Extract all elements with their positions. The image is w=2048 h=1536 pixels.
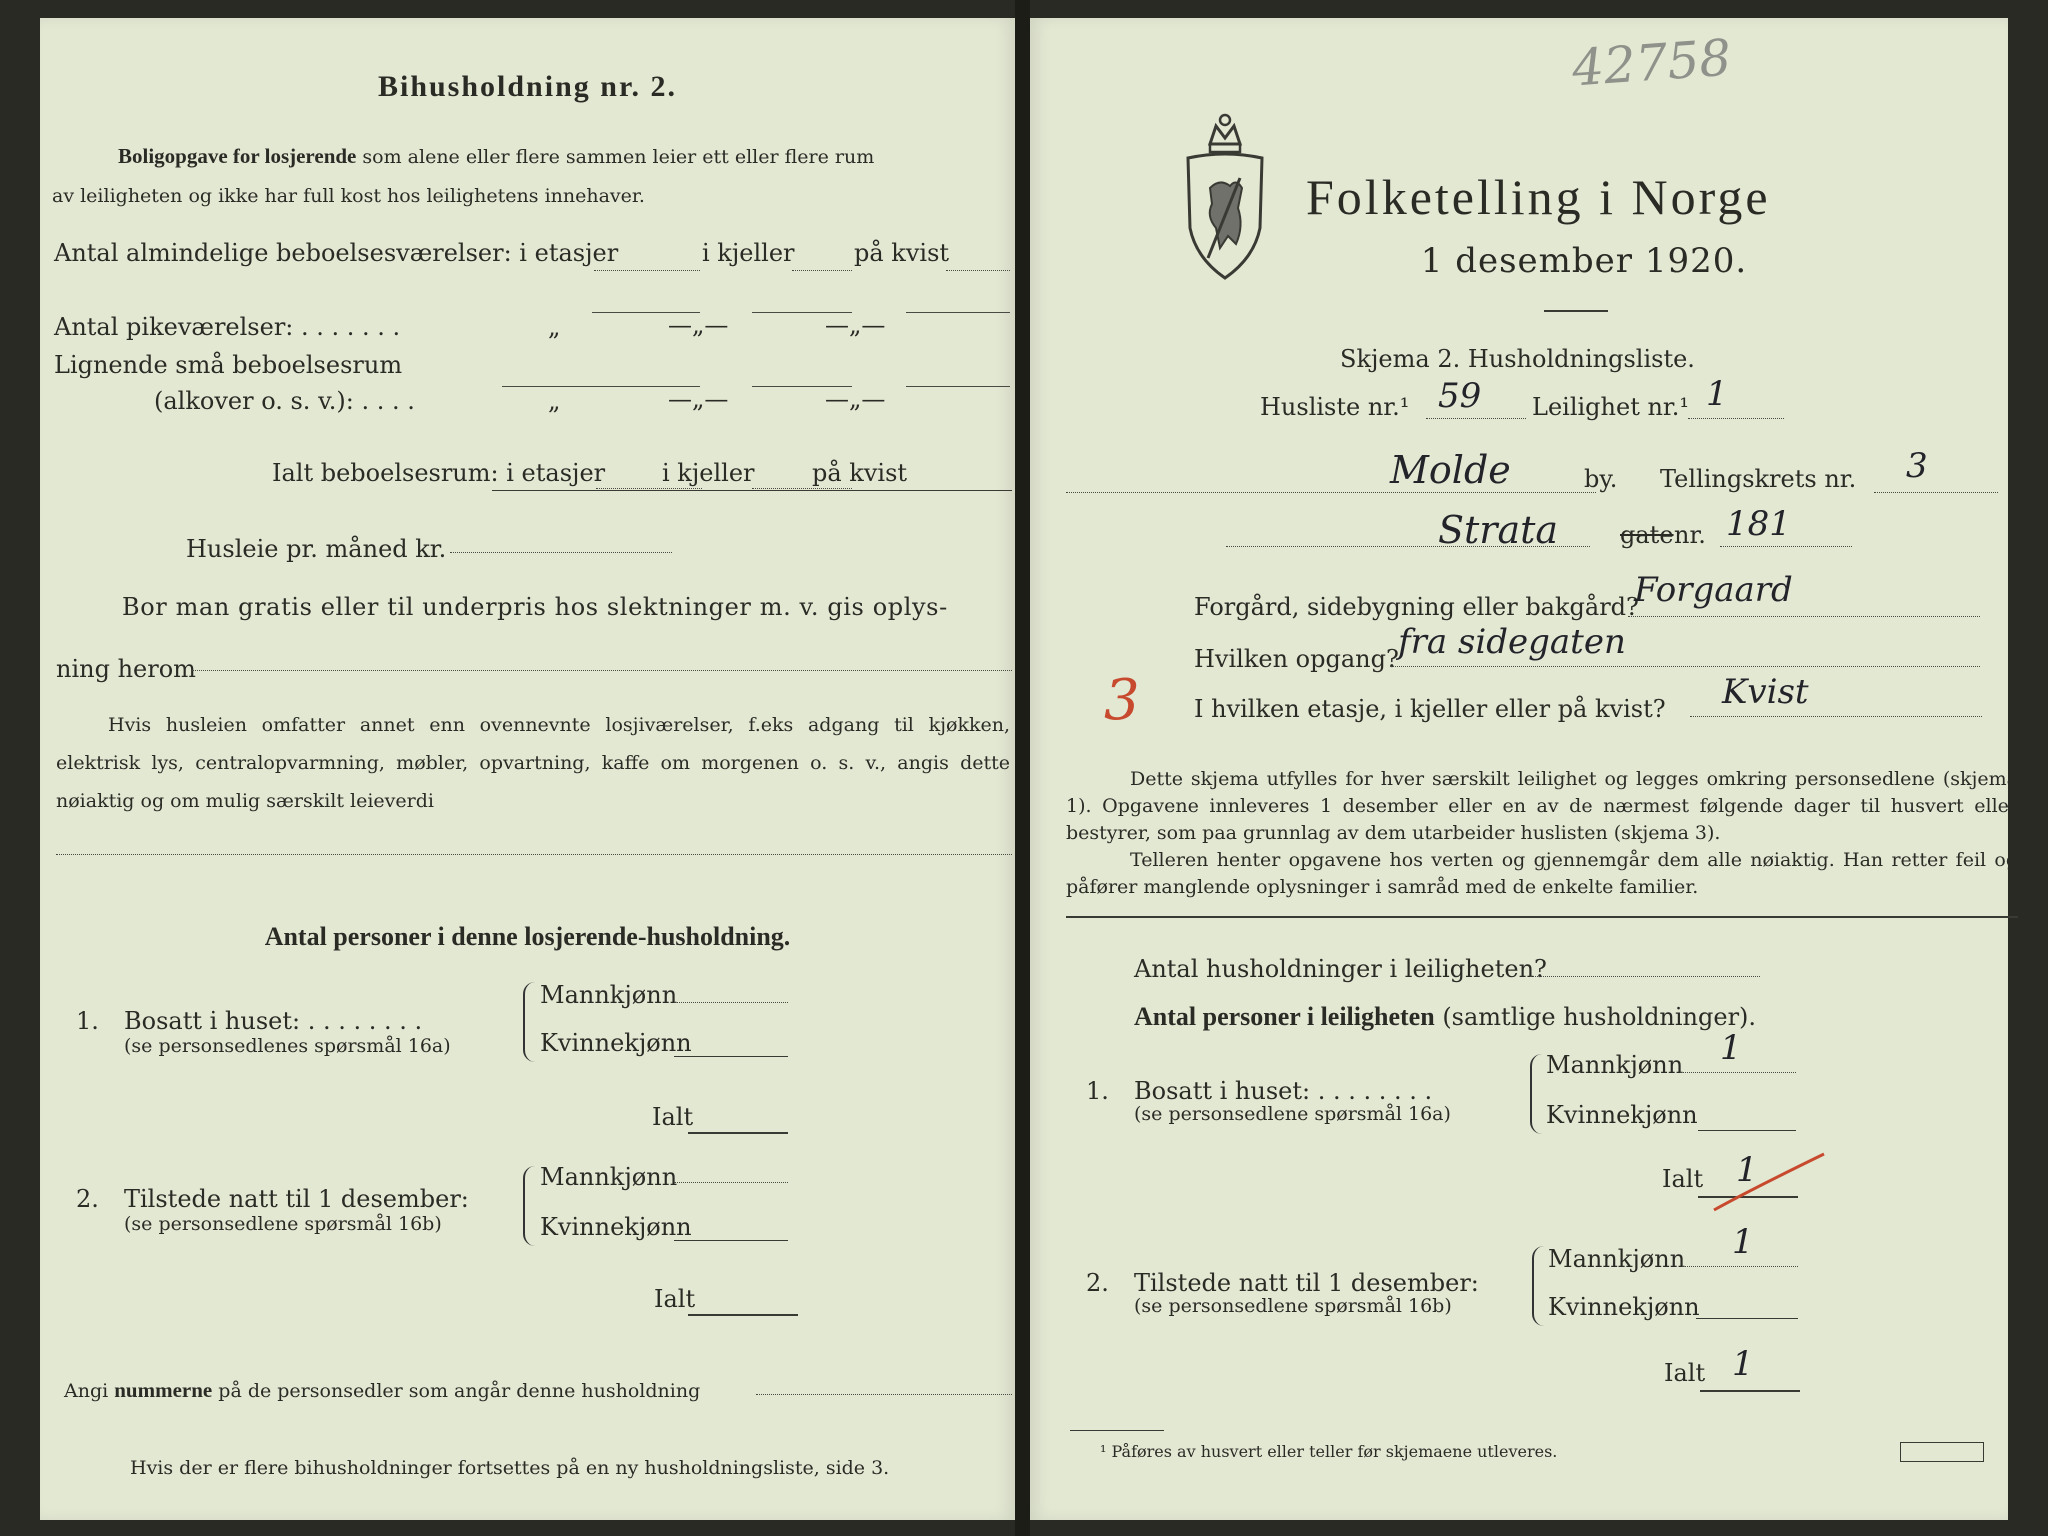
right-q2-female-field[interactable] [1696, 1318, 1798, 1319]
right-q1-total-value[interactable]: 1 [1736, 1150, 1758, 1190]
left-q1-total-label: Ialt [652, 1103, 694, 1131]
house-list-field[interactable] [1426, 418, 1526, 419]
maid-ditto-2: —„— [668, 311, 729, 339]
right-q2-total-value[interactable]: 1 [1732, 1344, 1754, 1384]
similar-rooms-label-1: Lignende små beboelsesrum [54, 351, 403, 379]
margin-mark: 3 [1104, 668, 1140, 733]
apartment-label: Leilighet nr.¹ [1532, 393, 1690, 421]
numbers-field[interactable] [756, 1394, 1012, 1395]
rooms-attic: på kvist [854, 239, 950, 267]
free-field[interactable] [192, 670, 1012, 671]
rooms-label: Antal almindelige beboelsesværelser: i etasjer [54, 239, 619, 267]
right-q1-male-label: Mannkjønn [1546, 1051, 1684, 1079]
title-divider [1544, 310, 1608, 312]
town-label: by. [1584, 465, 1618, 493]
apartment-field[interactable] [1688, 418, 1784, 419]
left-q1-male-label: Mannkjønn [540, 981, 678, 1009]
right-q2-total-field[interactable] [1700, 1390, 1800, 1392]
total-basement: i kjeller [662, 459, 755, 487]
right-q2-num: 2. [1086, 1269, 1109, 1297]
total-rooms-label: Ialt beboelsesrum: i etasjer [272, 459, 606, 487]
total-floor-field[interactable] [596, 488, 702, 489]
left-q1-num: 1. [76, 1007, 99, 1035]
left-q1-label: Bosatt i huset: . . . . . . . . [124, 1007, 423, 1035]
right-q2-male-value[interactable]: 1 [1732, 1222, 1754, 1262]
left-q1-total-field[interactable] [688, 1132, 788, 1134]
coat-of-arms-icon [1180, 108, 1270, 288]
house-list-label: Husliste nr.¹ [1260, 393, 1410, 421]
house-list-value[interactable]: 59 [1438, 376, 1482, 416]
rooms-basement-field[interactable] [792, 270, 852, 271]
more-households-note: Hvis der er flere bihusholdninger fortsettes på en ny husholdningsliste, side 3. [130, 1457, 890, 1479]
right-q1-sub: (se personsedlene spørsmål 16a) [1134, 1103, 1451, 1125]
book-gutter [1015, 0, 1030, 1536]
red-check-mark-icon [1710, 1150, 1830, 1220]
left-q2-female-field[interactable] [674, 1240, 788, 1241]
left-q2-male-field[interactable] [674, 1182, 788, 1183]
similar-ditto-3: —„— [825, 385, 886, 413]
left-q2-num: 2. [76, 1185, 99, 1213]
rent-note-field[interactable] [56, 854, 1012, 855]
town-value[interactable]: Molde [1390, 448, 1511, 492]
front-label: Forgård, sidebygning eller bakgård? [1194, 593, 1639, 621]
right-q2-sub: (se personsedlene spørsmål 16b) [1134, 1295, 1452, 1317]
rent-label: Husleie pr. måned kr. [186, 535, 447, 563]
right-q1-female-field[interactable] [1698, 1130, 1796, 1131]
left-q1-sub: (se personsedlenes spørsmål 16a) [124, 1035, 451, 1057]
left-q2-brace [523, 1166, 535, 1246]
entrance-field[interactable] [1390, 666, 1980, 667]
district-label: Tellingskrets nr. [1660, 465, 1857, 493]
left-page [40, 18, 1015, 1520]
rooms-attic-field[interactable] [946, 270, 1010, 271]
intro-line-2: av leiligheten og ikke har full kost hos leilighetens innehaver. [52, 185, 645, 207]
left-q2-total-field[interactable] [688, 1314, 798, 1316]
numbers-suffix: på de personsedler som angår denne husholdning [218, 1380, 701, 1402]
intro-line-1 [118, 144, 874, 169]
instructions-rule [1066, 916, 2018, 918]
rent-field[interactable] [450, 552, 672, 553]
households-label: Antal husholdninger i leiligheten? [1134, 955, 1547, 983]
similar-rooms-label-2: (alkover o. s. v.): . . . . [154, 387, 415, 415]
rooms-basement: i kjeller [702, 239, 795, 267]
right-q1-brace [1530, 1054, 1542, 1134]
right-q1-male-value[interactable]: 1 [1720, 1028, 1742, 1068]
entrance-value[interactable]: fra sidegaten [1398, 622, 1626, 662]
numbers-prefix: Angi [64, 1380, 109, 1402]
street-label-struck: gate [1620, 521, 1674, 549]
right-q2-brace [1532, 1246, 1544, 1326]
similar-ditto-2: —„— [668, 385, 729, 413]
right-q1-num: 1. [1086, 1077, 1109, 1105]
left-q2-female-label: Kvinnekjønn [540, 1213, 692, 1241]
total-rooms-rule [492, 490, 1012, 491]
left-q1-brace [523, 982, 535, 1062]
district-field[interactable] [1874, 492, 1998, 493]
numbers-line [64, 1378, 700, 1403]
printer-stamp [1900, 1442, 1984, 1462]
households-field[interactable] [1530, 976, 1760, 977]
numbers-bold: nummerne [114, 1378, 213, 1402]
persons-heading: Antal personer i denne losjerende-husholdning. [264, 922, 791, 951]
right-q2-total-label: Ialt [1664, 1359, 1706, 1387]
district-value[interactable]: 3 [1906, 446, 1928, 486]
entrance-label: Hvilken opgang? [1194, 645, 1399, 673]
rent-note: Hvis husleien omfatter annet enn ovennevnte losjiværelser, f.eks adgang til kjøkken, elektrisk lys, centralopvarmning, møbler, opvartning, kaffe om morgenen o. s. v., angis dette nøiaktig og om mulig særskilt leieverdi [56, 714, 1010, 812]
right-q2-label: Tilstede natt til 1 desember: [1134, 1269, 1479, 1297]
street-nr-field[interactable] [1720, 546, 1852, 547]
right-q1-total-label: Ialt [1662, 1165, 1704, 1193]
right-q2-male-label: Mannkjønn [1548, 1245, 1686, 1273]
similar-ditto-1: „ [548, 387, 561, 415]
total-attic: på kvist [812, 459, 908, 487]
left-q2-sub: (se personsedlene spørsmål 16b) [124, 1213, 442, 1235]
free-line-2: ning herom [56, 655, 196, 683]
intro-rest: som alene eller flere sammen leier ett eller flere rum [362, 146, 875, 168]
street-nr-value[interactable]: 181 [1726, 504, 1791, 544]
left-q2-label: Tilstede natt til 1 desember: [124, 1185, 469, 1213]
right-q1-label: Bosatt i huset: . . . . . . . . [1134, 1077, 1433, 1105]
apartment-value[interactable]: 1 [1706, 374, 1728, 414]
instructions-1: Dette skjema utfylles for hver særskilt leilighet og legges omkring personsedlene (skjema 1). Opgavene innleveres 1 desember eller en av de nærmest følgende dager til husvert eller bestyrer, som paa grunnlag av dem utarbeider huslisten (skjema 3). [1066, 768, 2018, 844]
maid-ditto-1: „ [548, 313, 561, 341]
floor-field[interactable] [1690, 716, 1982, 717]
left-title: Bihusholdning nr. 2. [377, 70, 678, 103]
right-q2-male-field[interactable] [1682, 1266, 1798, 1267]
town-field[interactable] [1066, 492, 1596, 493]
persons-line [1134, 1002, 1756, 1032]
right-page [1030, 18, 2018, 1520]
maid-ditto-3: —„— [825, 311, 886, 339]
floor-value[interactable]: Kvist [1722, 672, 1809, 712]
street-nr-label: nr. [1674, 521, 1706, 549]
left-q2-total-label: Ialt [654, 1285, 696, 1313]
archive-number: 42758 [1570, 28, 1733, 98]
footnote-rule [1070, 1430, 1164, 1431]
persons-rest: (samtlige husholdninger). [1442, 1003, 1757, 1031]
main-title: Folketelling i Norge [1306, 169, 1771, 225]
persons-bold: Antal personer i leiligheten [1134, 1002, 1435, 1031]
maid-rooms-label: Antal pikeværelser: . . . . . . . [54, 313, 401, 341]
left-q1-female-label: Kvinnekjønn [540, 1029, 692, 1057]
similar-field-3[interactable] [906, 386, 1010, 387]
intro-bold: Boligopgave for losjerende [118, 144, 357, 168]
schema-label: Skjema 2. Husholdningsliste. [1340, 345, 1695, 373]
maid-field-3[interactable] [906, 312, 1010, 313]
free-line-1: Bor man gratis eller til underpris hos slektninger m. v. gis oplys- [122, 593, 948, 621]
floor-label: I hvilken etasje, i kjeller eller på kvist? [1194, 695, 1666, 723]
left-q2-male-label: Mannkjønn [540, 1163, 678, 1191]
street-value[interactable]: Strata [1438, 508, 1559, 552]
footnote: ¹ Påføres av husvert eller teller før skjemaene utleveres. [1100, 1442, 1558, 1461]
instructions-2: Telleren henter opgavene hos verten og gjennemgår dem alle nøiaktig. Han retter feil og påfører manglende oplysninger i samråd med de enkelte familier. [1066, 849, 2018, 898]
right-q1-female-label: Kvinnekjønn [1546, 1101, 1698, 1129]
rooms-floor-field[interactable] [594, 270, 700, 271]
right-q2-female-label: Kvinnekjønn [1548, 1293, 1700, 1321]
census-date: 1 desember 1920. [1420, 241, 1748, 281]
right-q1-male-field[interactable] [1680, 1072, 1796, 1073]
left-q1-female-field[interactable] [674, 1056, 788, 1057]
total-basement-field[interactable] [752, 488, 852, 489]
front-value[interactable]: Forgaard [1634, 570, 1793, 610]
front-field[interactable] [1628, 616, 1980, 617]
left-q1-male-field[interactable] [674, 1002, 788, 1003]
